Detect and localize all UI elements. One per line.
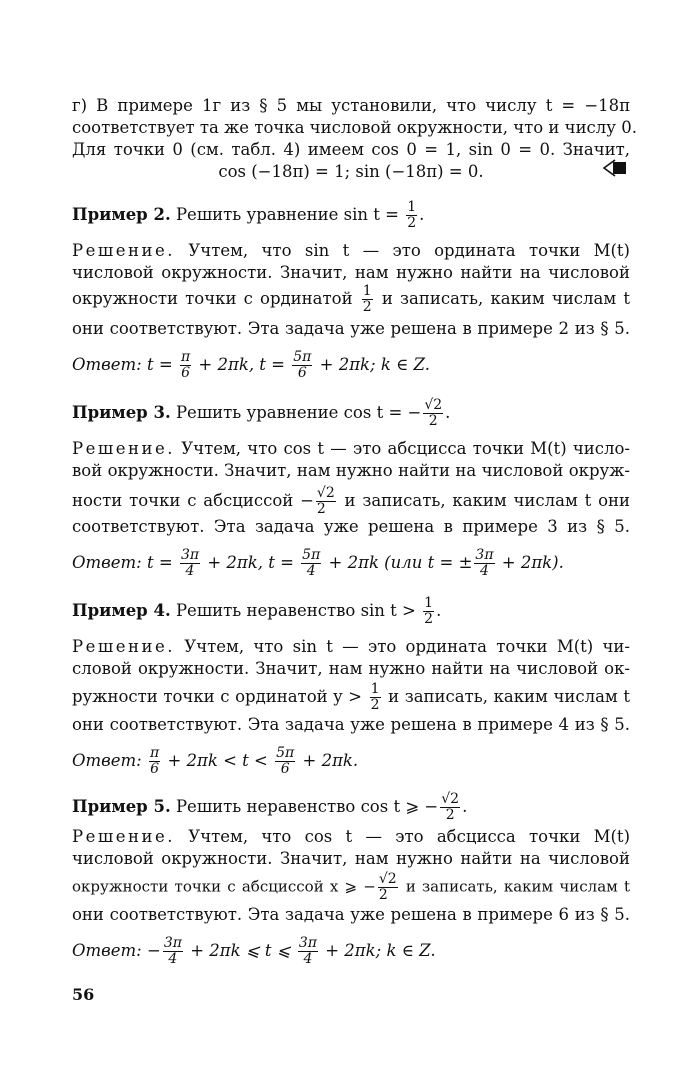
example-4-solution-line-4: они соответствуют. Эта задача уже решена в примере 4 из § 5. [72, 715, 630, 734]
example-3-solution-line-3: ности точки с абсциссой − $\frac{√2}{2}$ и записать, каким числам t они [72, 485, 630, 517]
example-3-fraction: $\frac{√2}{2}$ [424, 397, 443, 429]
example-5-label: Пример 5. [72, 797, 171, 816]
example-5-solution-line-2: числовой окружности. Значит, нам нужно найти на числовой [72, 849, 630, 868]
example-2-task: Решить уравнение sin t = [175, 205, 399, 224]
solution-word: Решение. [72, 241, 175, 260]
example-4-answer: Ответ: $\frac{\pi}{6}$ + 2πk < t < $\frac{5\pi}{6}$ + 2πk. [72, 745, 359, 777]
example-5-solution-line-3: окружности точки с абсциссой x ⩾ − $\frac{√2}{2}$ и записать, каким числам t [72, 871, 630, 903]
example-2-ordinate-fraction: $\frac{1}{2}$ [362, 283, 372, 315]
example-3-solution-line-4: соответствуют. Эта задача уже решена в примере 3 из § 5. [72, 517, 630, 536]
example-4-solution-line-3: ружности точки с ординатой y > $\frac{1}{2}$ и записать, каким числам t [72, 681, 631, 713]
page-number: 56 [72, 985, 95, 1004]
answer-word: Ответ: [72, 355, 142, 374]
example-4-label: Пример 4. [72, 601, 171, 620]
intro-line-1: г) В примере 1г из § 5 мы установили, что числу t = −18π [72, 96, 630, 115]
example-5-solution-line-4: они соответствуют. Эта задача уже решена в примере 6 из § 5. [72, 905, 630, 924]
example-5-heading: Пример 5. Решить неравенство cos t ⩾ − $\frac{√2}{2}$ . [72, 791, 468, 823]
example-2-solution-line-4: они соответствуют. Эта задача уже решена в примере 2 из § 5. [72, 319, 630, 338]
example-2-heading: Пример 2. Решить уравнение sin t = $\frac{1}{2}$ . [72, 199, 425, 231]
intro-line-3: Для точки 0 (см. табл. 4) имеем cos 0 = 1, sin 0 = 0. Значит, [72, 140, 630, 159]
example-2-solution-line-3: окружности точки с ординатой $\frac{1}{2}$ и записать, каким числам t [72, 283, 631, 315]
example-3-answer: Ответ: t = $\frac{3\pi}{4}$ + 2πk, t = $\frac{5\pi}{4}$ + 2πk (или t = ± $\frac{3\pi}{4}$ + 2πk). [72, 547, 564, 579]
example-5-solution-line-1: Решение. Учтем, что cos t — это абсцисса точки M(t) [72, 827, 631, 846]
example-3-solution-line-2: вой окружности. Значит, нам нужно найти на числовой окруж- [72, 461, 630, 480]
intro-line-2: соответствует та же точка числовой окружности, что и числу 0. [72, 118, 637, 137]
example-3-label: Пример 3. [72, 403, 171, 422]
example-3-solution-line-1: Решение. Учтем, что cos t — это абсцисса точки M(t) число- [72, 439, 631, 458]
end-of-solution-icon [602, 159, 628, 177]
example-2-fraction: $\frac{1}{2}$ [407, 199, 417, 231]
example-4-solution-line-1: Решение. Учтем, что sin t — это ордината точки M(t) чи- [72, 637, 630, 656]
example-2-solution-line-2: числовой окружности. Значит, нам нужно найти на числовой [72, 263, 630, 282]
example-3-heading: Пример 3. Решить уравнение cos t = − $\frac{√2}{2}$ . [72, 397, 451, 429]
example-5-answer: Ответ: − $\frac{3\pi}{4}$ + 2πk ⩽ t ⩽ $\frac{3\pi}{4}$ + 2πk; k ∈ Z. [72, 935, 436, 967]
example-2-solution-line-1: Решение. Учтем, что sin t — это ордината точки M(t) [72, 241, 630, 260]
example-4-heading: Пример 4. Решить неравенство sin t > $\frac{1}{2}$ . [72, 595, 442, 627]
example-2-answer: Ответ: t = $\frac{\pi}{6}$ + 2πk, t = $\frac{5\pi}{6}$ + 2πk; k ∈ Z. [72, 349, 430, 381]
intro-formula: cos (−18π) = 1; sin (−18π) = 0. [218, 162, 484, 181]
example-2-label: Пример 2. [72, 205, 171, 224]
example-4-solution-line-2: словой окружности. Значит, нам нужно найти на числовой ок- [72, 659, 630, 678]
